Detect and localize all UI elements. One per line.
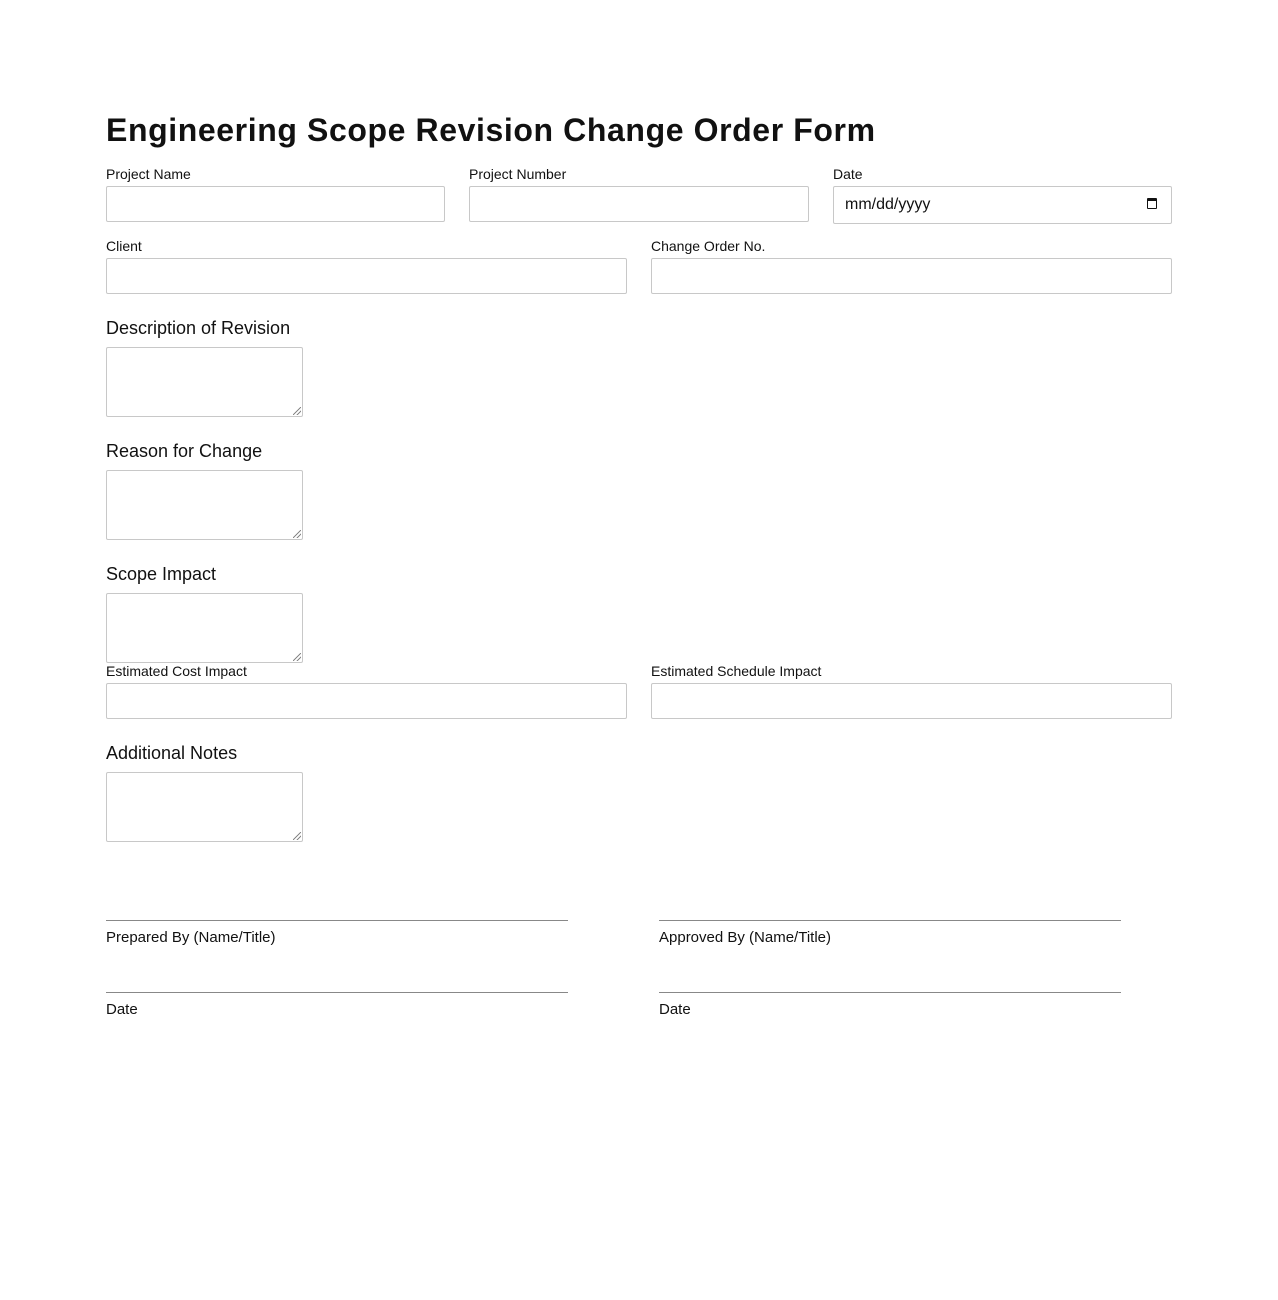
reason-textarea[interactable] [106,470,303,540]
scope-impact-label: Scope Impact [106,564,217,584]
project-name-label: Project Name [106,166,191,182]
cost-impact-label: Estimated Cost Impact [106,663,247,679]
description-textarea[interactable] [106,347,303,417]
project-number-label: Project Number [469,166,567,182]
description-label: Description of Revision [106,318,291,338]
prepared-date-line [106,992,568,993]
notes-label: Additional Notes [106,743,238,763]
client-label: Client [106,238,142,254]
page-title: Engineering Scope Revision Change Order Form [106,112,876,148]
schedule-impact-label: Estimated Schedule Impact [651,663,822,679]
resize-handle-icon[interactable] [293,530,301,538]
date-input[interactable] [833,186,1172,224]
project-number-input[interactable] [469,186,809,222]
date-placeholder: mm/dd/yyyy [845,196,931,213]
notes-textarea[interactable] [106,772,303,842]
date-label: Date [833,166,863,182]
approved-by-signature-line [659,920,1121,921]
scope-impact-textarea[interactable] [106,593,303,663]
resize-handle-icon[interactable] [293,407,301,415]
change-order-no-label: Change Order No. [651,238,766,254]
approved-date-label: Date [659,1001,691,1018]
change-order-no-input[interactable] [651,258,1172,294]
calendar-icon[interactable] [1147,198,1157,209]
prepared-by-signature-line [106,920,568,921]
prepared-date-label: Date [106,1001,138,1018]
prepared-by-label: Prepared By (Name/Title) [106,929,276,946]
cost-impact-input[interactable] [106,683,627,719]
reason-label: Reason for Change [106,441,263,461]
client-input[interactable] [106,258,627,294]
resize-handle-icon[interactable] [293,832,301,840]
approved-by-label: Approved By (Name/Title) [659,929,832,946]
resize-handle-icon[interactable] [293,653,301,661]
project-name-input[interactable] [106,186,445,222]
schedule-impact-input[interactable] [651,683,1172,719]
approved-date-line [659,992,1121,993]
